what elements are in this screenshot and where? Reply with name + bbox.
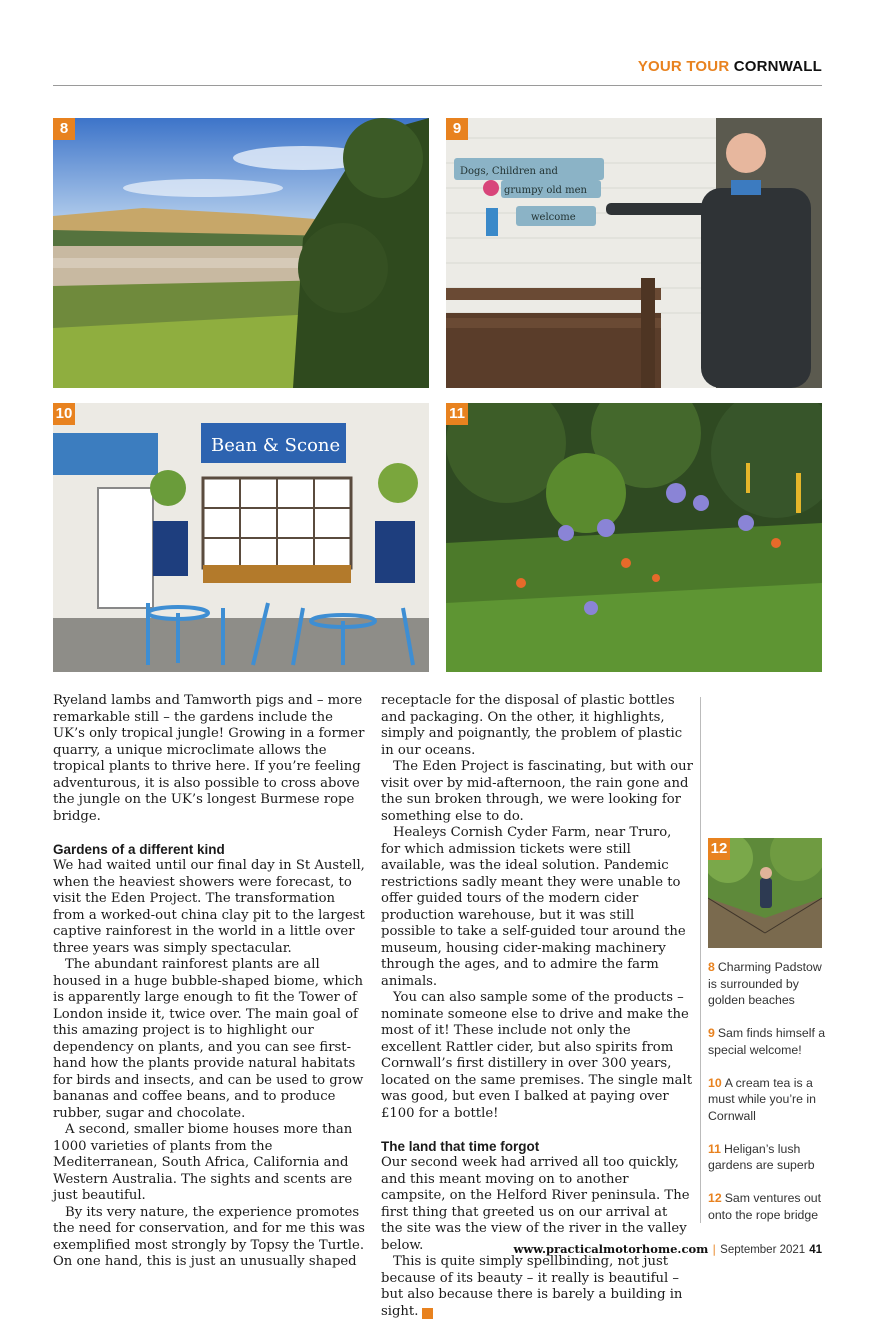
photo-number-badge: 11	[446, 403, 468, 425]
caption-8	[708, 959, 826, 1009]
subheading-land: The land that time forgot	[381, 1139, 540, 1154]
paragraph: We had waited until our final day in St Austell, when the heaviest showers were forecast, to visit the Eden Project. The transformation from a worked-out china clay pit to the largest captive rainforest in the world in a little over three years was simply spectacular.	[53, 858, 365, 956]
paragraph: Ryeland lambs and Tamworth pigs and – more remarkable still – the gardens include the UK’s only tropical jungle! Growing in a former quarry, a unique microclimate allows the tropical plants to thrive here. If you’re feeling adventurous, it is also possible to cross above the jungle on the UK’s longest Burmese rope bridge.	[53, 693, 365, 824]
continue-arrow-icon: ▶	[422, 1308, 433, 1319]
sign-line-3: welcome	[531, 212, 576, 223]
photo-number-badge: 8	[53, 118, 75, 140]
subheading-gardens: Gardens of a different kind	[53, 842, 225, 857]
photo-number-badge: 12	[708, 838, 730, 860]
caption-10	[708, 1075, 826, 1125]
paragraph: The Eden Project is fascinating, but with our visit over by mid-afternoon, the rain gone and the sun broken through, we were looking for something else to do.	[381, 759, 693, 824]
header-tour: YOUR TOUR	[637, 58, 730, 75]
header-county: CORNWALL	[733, 58, 822, 75]
caption-number: 12	[708, 1191, 722, 1205]
photo-captions	[708, 959, 826, 1240]
column-divider	[700, 697, 701, 1223]
paragraph: By its very nature, the experience promotes the need for conservation, and for me this was exemplified most strongly by Topsy the Turtle. On one hand, this is just an unusually shaped	[53, 1204, 365, 1269]
photo-cream-tea-cafe	[53, 403, 429, 672]
footer-website: www.practicalmotorhome.com	[513, 1242, 709, 1256]
paragraph: You can also sample some of the products – nominate someone else to drive and make the most of it! These include not only the excellent Rattler cider, but also spirits from Cornwall’s first distillery in over 300 years, located on the same premises. The single malt was good, but even I balked at paying over £100 for a bottle!	[381, 990, 692, 1121]
caption-text: Heligan’s lush gardens are superb	[708, 1141, 815, 1172]
caption-9	[708, 1025, 826, 1058]
header-rule	[53, 85, 822, 86]
footer-date: September 2021	[720, 1244, 806, 1256]
caption-number: 11	[708, 1141, 721, 1156]
caption-12	[708, 1190, 826, 1223]
paragraph: Our second week had arrived all too quickly, and this meant moving on to another campsite, on the Helford River peninsula. The first thing that greeted us on our arrival at the site was the view of the river in the valley below.	[381, 1155, 690, 1253]
cafe-image	[53, 403, 429, 672]
paragraph-text: This is quite simply spellbinding, not just because of its beauty – it really is beautiful – but also because there is barely a building in sight.	[381, 1254, 683, 1319]
photo-welcome-sign	[446, 118, 822, 388]
caption-number: 8	[708, 960, 715, 974]
caption-text: Sam finds himself a special welcome!	[708, 1026, 826, 1057]
paragraph: A second, smaller biome houses more than 1000 varieties of plants from the Mediterranean, South Africa, California and Western Australia. The sights and scents are just beautiful.	[53, 1122, 353, 1203]
footer-separator: |	[712, 1242, 717, 1256]
photo-padstow	[53, 118, 429, 388]
gardens-image	[446, 403, 822, 672]
page-footer	[513, 1242, 822, 1256]
photo-rope-bridge	[708, 838, 822, 948]
caption-text: Sam ventures out onto the rope bridge	[708, 1191, 822, 1222]
caption-text: A cream tea is a must while you’re in Cornwall	[708, 1075, 816, 1123]
caption-11	[708, 1141, 826, 1174]
paragraph	[381, 1254, 693, 1320]
caption-number: 10	[708, 1075, 722, 1090]
padstow-image	[53, 118, 429, 388]
page-number: 41	[809, 1244, 822, 1256]
paragraph: The abundant rainforest plants are all housed in a huge bubble-shaped biome, which is apparently large enough to fit the Tower of London inside it, twice over. The main goal of this amazing project is to highlight our dependency on plants, and you can see first-hand how the plants provide natural habitats for birds and insects, and can be used to grow bananas and coffee beans, and to produce rubber, sugar and chocolate.	[53, 957, 364, 1121]
cafe-sign: Bean & Scone	[211, 435, 341, 456]
sign-line-2: grumpy old men	[504, 185, 587, 196]
welcome-sign-image	[446, 118, 822, 388]
sign-line-1: Dogs, Children and	[460, 166, 558, 177]
photo-number-badge: 10	[53, 403, 75, 425]
caption-number: 9	[708, 1026, 715, 1040]
photo-heligan-gardens	[446, 403, 822, 672]
paragraph: Healeys Cornish Cyder Farm, near Truro, for which admission tickets were still available, was the ideal solution. Pandemic restrictions sadly meant they were unable to offer guided tours of the modern cider production warehouse, but it was still possible to take a self-guided tour around the museum, housing cider-making machinery through the ages, and to admire the farm animals.	[381, 825, 686, 989]
caption-text: Charming Padstow is surrounded by golden beaches	[708, 960, 822, 1007]
section-header	[638, 58, 822, 75]
photo-number-badge: 9	[446, 118, 468, 140]
article-column-1	[53, 693, 365, 1271]
paragraph: receptacle for the disposal of plastic bottles and packaging. On the other, it highlights, simply and poignantly, the problem of plastic in our oceans.	[381, 693, 683, 758]
article-column-2	[381, 693, 693, 1320]
